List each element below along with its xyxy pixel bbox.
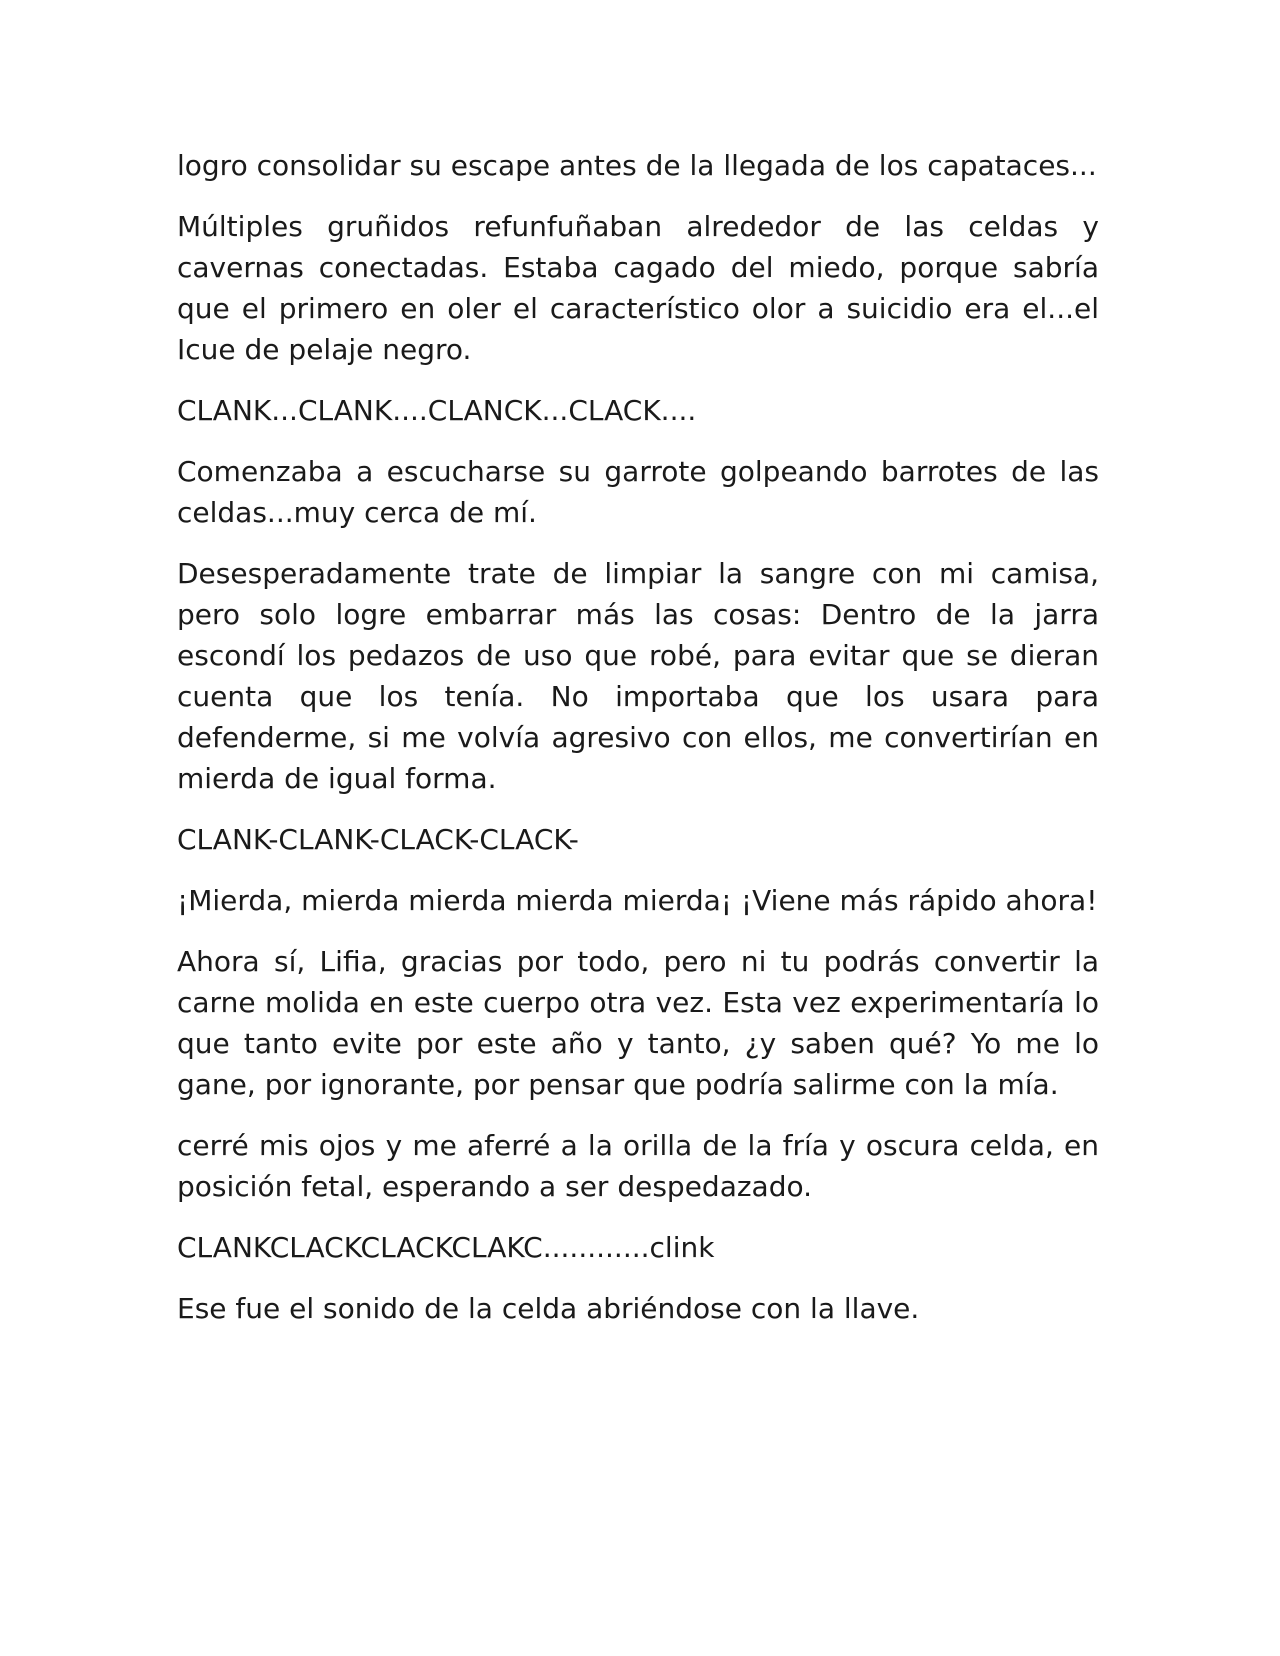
paragraph: Múltiples gruñidos refunfuñaban alrededor de las celdas y cavernas conectadas. Estaba cagado del miedo, porque sabría que el primero en oler el característico olor a suicidio era el...el Icue de pelaje negro.	[177, 210, 1099, 366]
paragraph: CLANKCLACKCLACKCLAKC............clink	[177, 1231, 715, 1264]
paragraph: ¡Mierda, mierda mierda mierda mierda¡ ¡Viene más rápido ahora!	[177, 884, 1098, 917]
paragraph: CLANK...CLANK....CLANCK...CLACK....	[177, 394, 697, 427]
document-body	[177, 145, 1099, 1349]
paragraph: Comenzaba a escucharse su garrote golpeando barrotes de las celdas...muy cerca de mí.	[177, 455, 1099, 529]
paragraph: Desesperadamente trate de limpiar la sangre con mi camisa, pero solo logre embarrar más las cosas: Dentro de la jarra escondí los pedazos de uso que robé, para evitar que se dieran cuenta que los tenía. No importaba que los usara para defenderme, si me volvía agresivo con ellos, me convertirían en mierda de igual forma.	[177, 557, 1099, 795]
paragraph: logro consolidar su escape antes de la llegada de los capataces...	[177, 149, 1097, 182]
paragraph: CLANK-CLANK-CLACK-CLACK-	[177, 823, 579, 856]
paragraph: cerré mis ojos y me aferré a la orilla de la fría y oscura celda, en posición fetal, esperando a ser despedazado.	[177, 1129, 1099, 1203]
paragraph: Ahora sí, Lifia, gracias por todo, pero ni tu podrás convertir la carne molida en este cuerpo otra vez. Esta vez experimentaría lo que tanto evite por este año y tanto, ¿y saben qué? Yo me lo gane, por ignorante, por pensar que podría salirme con la mía.	[177, 945, 1099, 1101]
paragraph: Ese fue el sonido de la celda abriéndose con la llave.	[177, 1292, 920, 1325]
